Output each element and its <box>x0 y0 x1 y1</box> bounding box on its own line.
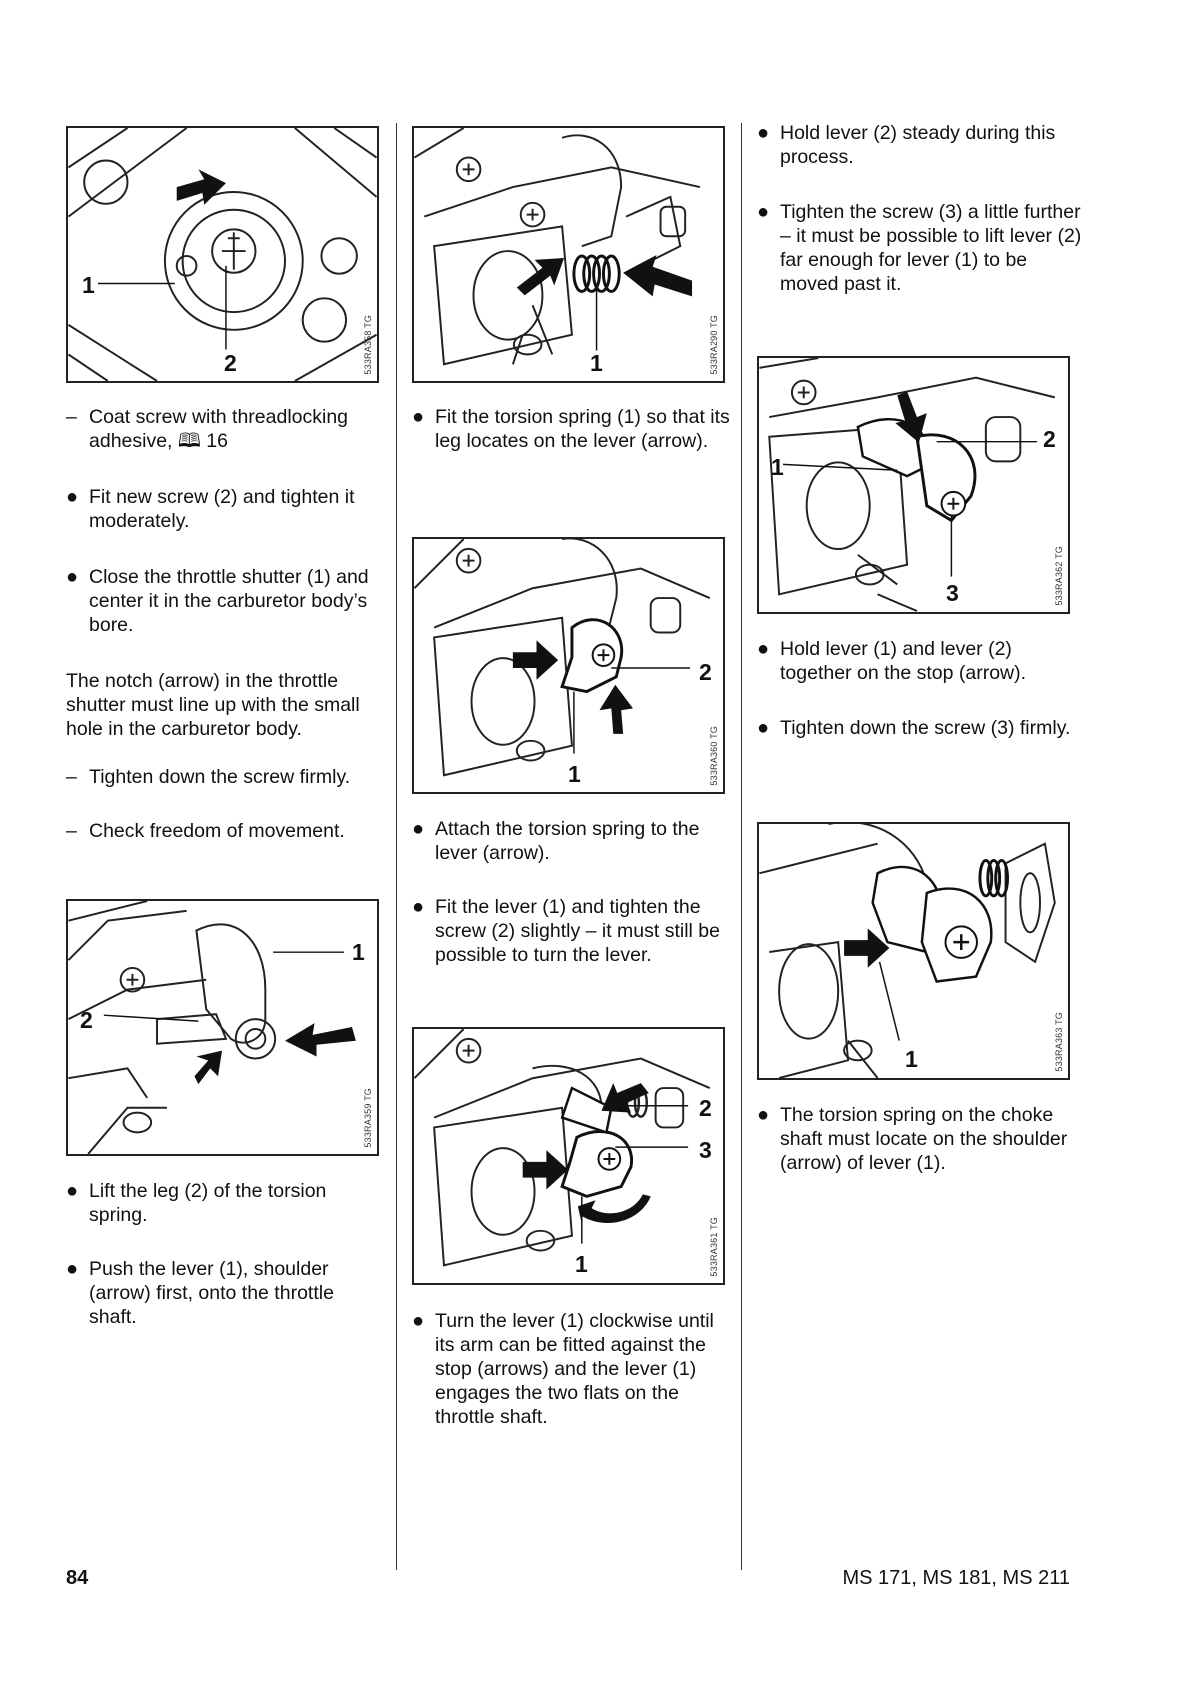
step-hold-both-levers <box>757 637 1087 685</box>
callout-1: 1 <box>568 761 581 787</box>
figure-code: 533RA360 TG <box>709 726 719 786</box>
figure-code: 533RA362 TG <box>1054 546 1064 606</box>
callout-1: 1 <box>771 454 784 480</box>
figure-code: 533RA363 TG <box>1054 1012 1064 1072</box>
callout-1: 1 <box>575 1251 588 1277</box>
dash-marker: – <box>66 766 77 788</box>
bullet-marker: ● <box>66 1258 79 1280</box>
step-push-lever <box>66 1257 386 1329</box>
figure-code: 533RA358 TG <box>363 315 373 375</box>
step-check-movement <box>66 819 386 843</box>
column-divider-2 <box>741 123 742 1570</box>
callout-3: 3 <box>699 1137 712 1163</box>
bullet-marker: ● <box>66 1180 79 1202</box>
illustration-torsion-spring <box>414 128 723 381</box>
step-text: Tighten down the screw (3) firmly. <box>780 717 1071 739</box>
step-text: Attach the torsion spring to the lever (arrow). <box>435 818 700 864</box>
figure-throttle-shutter <box>66 126 379 383</box>
bullet-marker: ● <box>757 638 770 660</box>
note-text: The notch (arrow) in the throttle shutter must line up with the small hole in the carburetor body. <box>66 670 360 740</box>
step-tighten-screw-3 <box>757 200 1087 296</box>
figure-code: 533RA359 TG <box>363 1088 373 1148</box>
step-text: Tighten down the screw firmly. <box>89 766 351 788</box>
step-tighten-screw-3-firmly <box>757 716 1087 740</box>
figure-code: 533RA290 TG <box>709 315 719 375</box>
step-fit-new-screw <box>66 485 386 533</box>
callout-1: 1 <box>352 939 365 965</box>
callout-2: 2 <box>80 1007 93 1033</box>
callout-3: 3 <box>946 580 959 606</box>
step-text: Lift the leg (2) of the torsion spring. <box>89 1180 327 1226</box>
step-text: Hold lever (1) and lever (2) together on the stop (arrow). <box>780 638 1027 684</box>
dash-marker: – <box>66 820 77 842</box>
bullet-marker: ● <box>412 406 425 428</box>
step-text: Fit new screw (2) and tighten it moderately. <box>89 486 355 532</box>
step-text: Close the throttle shutter (1) and center it in the carburetor body’s bore. <box>89 566 369 636</box>
callout-2: 2 <box>699 1095 712 1121</box>
step-text: Coat screw with threadlocking adhesive, 🕮 16 <box>89 406 349 452</box>
illustration-attach-spring <box>414 539 723 792</box>
step-fit-torsion-spring <box>412 405 732 453</box>
illustration-hold-levers <box>759 358 1068 612</box>
bullet-marker: ● <box>412 896 425 918</box>
step-text: Push the lever (1), shoulder (arrow) first, onto the throttle shaft. <box>89 1258 334 1328</box>
step-text: Fit the lever (1) and tighten the screw (2) slightly – it must still be possible to turn the lever. <box>435 896 720 966</box>
illustration-turn-lever <box>414 1029 723 1283</box>
step-hold-lever <box>757 121 1087 169</box>
bullet-marker: ● <box>757 1104 770 1126</box>
step-attach-spring <box>412 817 732 865</box>
step-turn-lever <box>412 1309 732 1429</box>
figure-turn-lever <box>412 1027 725 1285</box>
figure-code: 533RA361 TG <box>709 1217 719 1277</box>
callout-1: 1 <box>590 350 603 376</box>
step-text: Hold lever (2) steady during this process. <box>780 122 1056 168</box>
callout-1: 1 <box>82 272 95 298</box>
bullet-marker: ● <box>757 122 770 144</box>
step-choke-spring <box>757 1103 1087 1175</box>
step-text: The torsion spring on the choke shaft must locate on the shoulder (arrow) of lever (1). <box>780 1104 1068 1174</box>
callout-2: 2 <box>224 350 237 376</box>
step-tighten-firmly <box>66 765 386 789</box>
model-list: MS 171, MS 181, MS 211 <box>842 1567 1070 1589</box>
step-lift-leg <box>66 1179 386 1227</box>
dash-marker: – <box>66 406 77 428</box>
figure-lever-push <box>66 899 379 1156</box>
step-fit-lever <box>412 895 732 967</box>
figure-hold-levers <box>757 356 1070 614</box>
step-close-shutter <box>66 565 386 637</box>
page-number: 84 <box>66 1567 89 1589</box>
figure-attach-spring <box>412 537 725 794</box>
callout-2: 2 <box>1043 426 1056 452</box>
bullet-marker: ● <box>412 1310 425 1332</box>
illustration-throttle-shutter <box>68 128 377 381</box>
figure-torsion-spring-fit <box>412 126 725 383</box>
bullet-marker: ● <box>66 566 79 588</box>
column-divider-1 <box>396 123 397 1570</box>
callout-2: 2 <box>699 659 712 685</box>
step-text: Fit the torsion spring (1) so that its leg locates on the lever (arrow). <box>435 406 730 452</box>
bullet-marker: ● <box>412 818 425 840</box>
step-coat-screw <box>66 405 386 453</box>
bullet-marker: ● <box>757 717 770 739</box>
illustration-choke-spring <box>759 824 1068 1078</box>
step-text: Tighten the screw (3) a little further – it must be possible to lift lever (2) far enough for lever (1) to be moved past it. <box>780 201 1082 295</box>
illustration-lever-push <box>68 901 377 1154</box>
callout-1: 1 <box>905 1046 918 1072</box>
bullet-marker: ● <box>757 201 770 223</box>
note-notch <box>66 669 386 741</box>
step-text: Check freedom of movement. <box>89 820 345 842</box>
step-text: Turn the lever (1) clockwise until its arm can be fitted against the stop (arrows) and the lever (1) engages the two flats on the throttle shaft. <box>435 1310 714 1428</box>
bullet-marker: ● <box>66 486 79 508</box>
figure-choke-spring <box>757 822 1070 1080</box>
